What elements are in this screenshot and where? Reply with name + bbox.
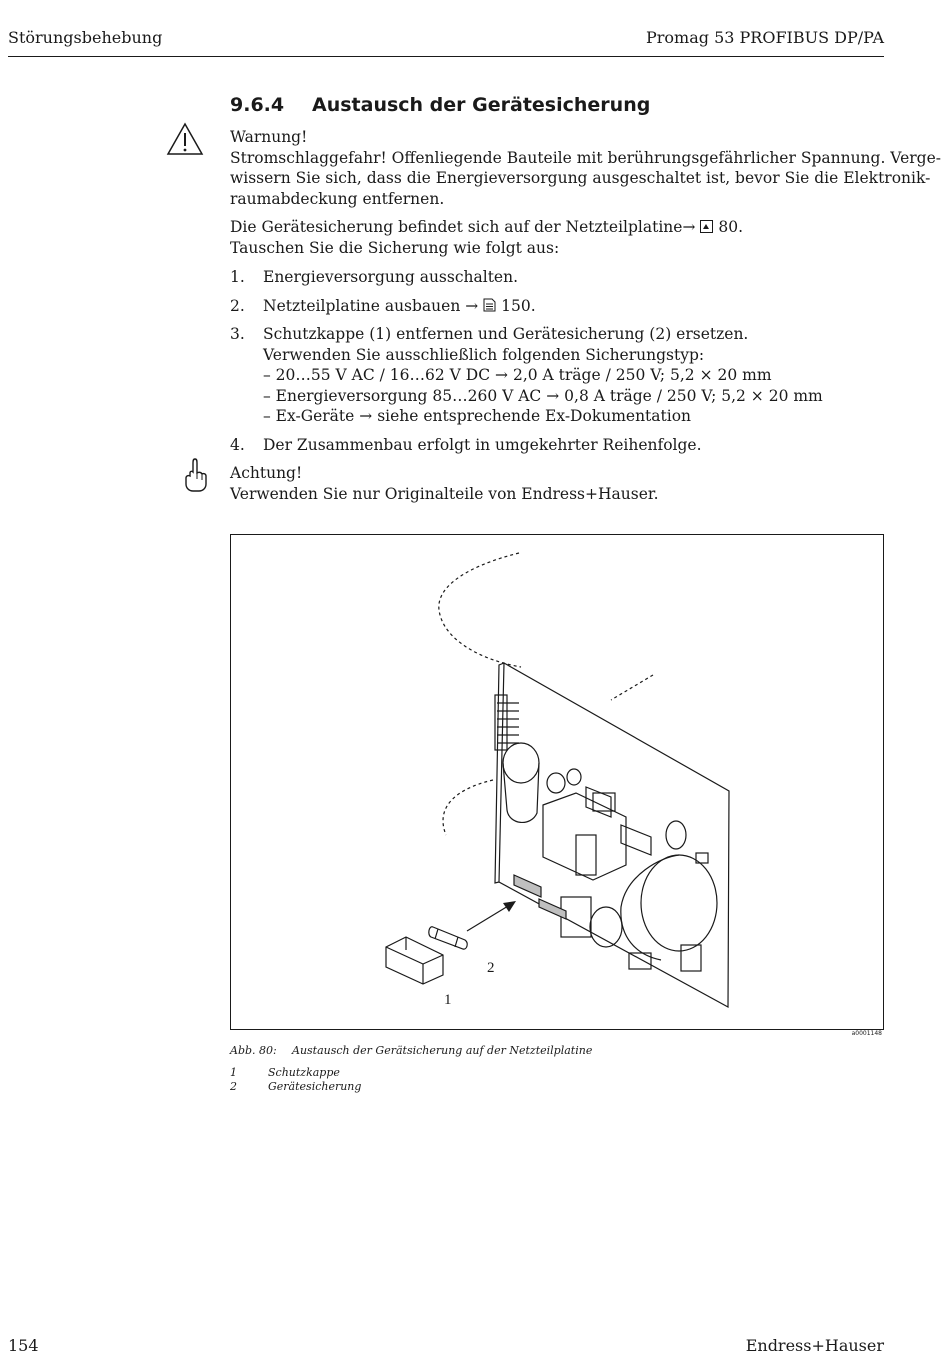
document-ref-icon: [483, 298, 496, 312]
intro-ref: 80.: [718, 218, 743, 236]
step-item: [230, 267, 518, 288]
step-number: 2.: [230, 297, 245, 315]
intro-paragraph: [230, 217, 885, 258]
caution-block: [230, 463, 885, 504]
step-number: 3.: [230, 325, 245, 343]
step-note: Verwenden Sie ausschließlich folgenden Sicherungstyp:: [263, 345, 705, 364]
fuse-type-item: – 20…55 V AC / 16…62 V DC → 2,0 A träge / 250 V; 5,2 × 20 mm: [263, 366, 772, 384]
arrow-right-icon: →: [682, 218, 696, 236]
legend-text: Schutzkappe: [268, 1066, 340, 1079]
header-product: Promag 53 PROFIBUS DP/PA: [645, 28, 884, 47]
figure-frame: [230, 534, 884, 1030]
step-text: Netzteilplatine ausbauen: [263, 297, 461, 315]
caution-text: Verwenden Sie nur Originalteile von Endress+Hauser.: [230, 484, 659, 503]
warning-line: Stromschlaggefahr! Offenliegende Bauteile mit berührungsgefährlicher Spannung. Verge-: [230, 148, 941, 167]
caution-title: Achtung!: [230, 464, 303, 482]
page-ref-icon: [700, 220, 713, 233]
pointing-hand-icon: [182, 457, 208, 493]
fuse-type-item: – Ex-Geräte → siehe entsprechende Ex-Dokumentation: [263, 407, 692, 425]
power-board-illustration: [231, 535, 883, 1029]
page-number: 154: [8, 1336, 39, 1355]
step-item: [230, 296, 536, 317]
header-divider: [8, 56, 884, 57]
arrow-right-icon: →: [495, 366, 509, 384]
intro-text: Die Gerätesicherung befindet sich auf der Netzteilplatine: [230, 218, 683, 236]
section-number: 9.6.4: [230, 94, 285, 116]
label-fuse: 2: [487, 960, 495, 976]
header-chapter: Störungsbehebung: [8, 28, 163, 47]
legend-text: Gerätesicherung: [268, 1080, 362, 1093]
step-item: [230, 324, 823, 427]
step-number: 4.: [230, 436, 245, 454]
caption-label: Abb. 80:: [230, 1044, 277, 1057]
intro-line-2: Tauschen Sie die Sicherung wie folgt aus:: [230, 238, 560, 257]
caption-text: Austausch der Gerätsicherung auf der Netzteilplatine: [292, 1044, 593, 1057]
section-title: Austausch der Gerätesicherung: [312, 94, 651, 116]
warning-block: [230, 127, 941, 209]
arrow-right-icon: →: [465, 297, 479, 315]
fuse-type-item: – Energieversorgung 85…260 V AC → 0,8 A träge / 250 V; 5,2 × 20 mm: [263, 386, 823, 405]
step-item: [230, 435, 702, 456]
figure-id: a0001148: [851, 1030, 882, 1037]
intro-line: [230, 217, 885, 238]
figure-caption: [230, 1044, 592, 1057]
legend-number: 1: [230, 1066, 237, 1079]
warning-title: Warnung!: [230, 128, 308, 146]
step-text: Der Zusammenbau erfolgt in umgekehrter Reihenfolge.: [263, 436, 702, 454]
legend-item: [230, 1066, 340, 1079]
footer-brand: Endress+Hauser: [745, 1336, 884, 1355]
step-ref: 150.: [501, 297, 536, 315]
warning-triangle-icon: [166, 122, 204, 156]
arrow-right-icon: →: [546, 386, 560, 405]
arrow-right-icon: →: [359, 407, 373, 425]
legend-item: [230, 1080, 361, 1093]
step-number: 1.: [230, 268, 245, 286]
label-cap: 1: [444, 992, 452, 1008]
legend-number: 2: [230, 1080, 237, 1093]
step-text: Schutzkappe (1) entfernen und Gerätesicherung (2) ersetzen.: [263, 325, 749, 343]
section-heading: [230, 94, 650, 116]
step-text: Energieversorgung ausschalten.: [263, 268, 519, 286]
warning-line: raumabdeckung entfernen.: [230, 189, 445, 208]
warning-line: wissern Sie sich, dass die Energieversorgung ausgeschaltet ist, bevor Sie die Elektronik-: [230, 169, 931, 187]
